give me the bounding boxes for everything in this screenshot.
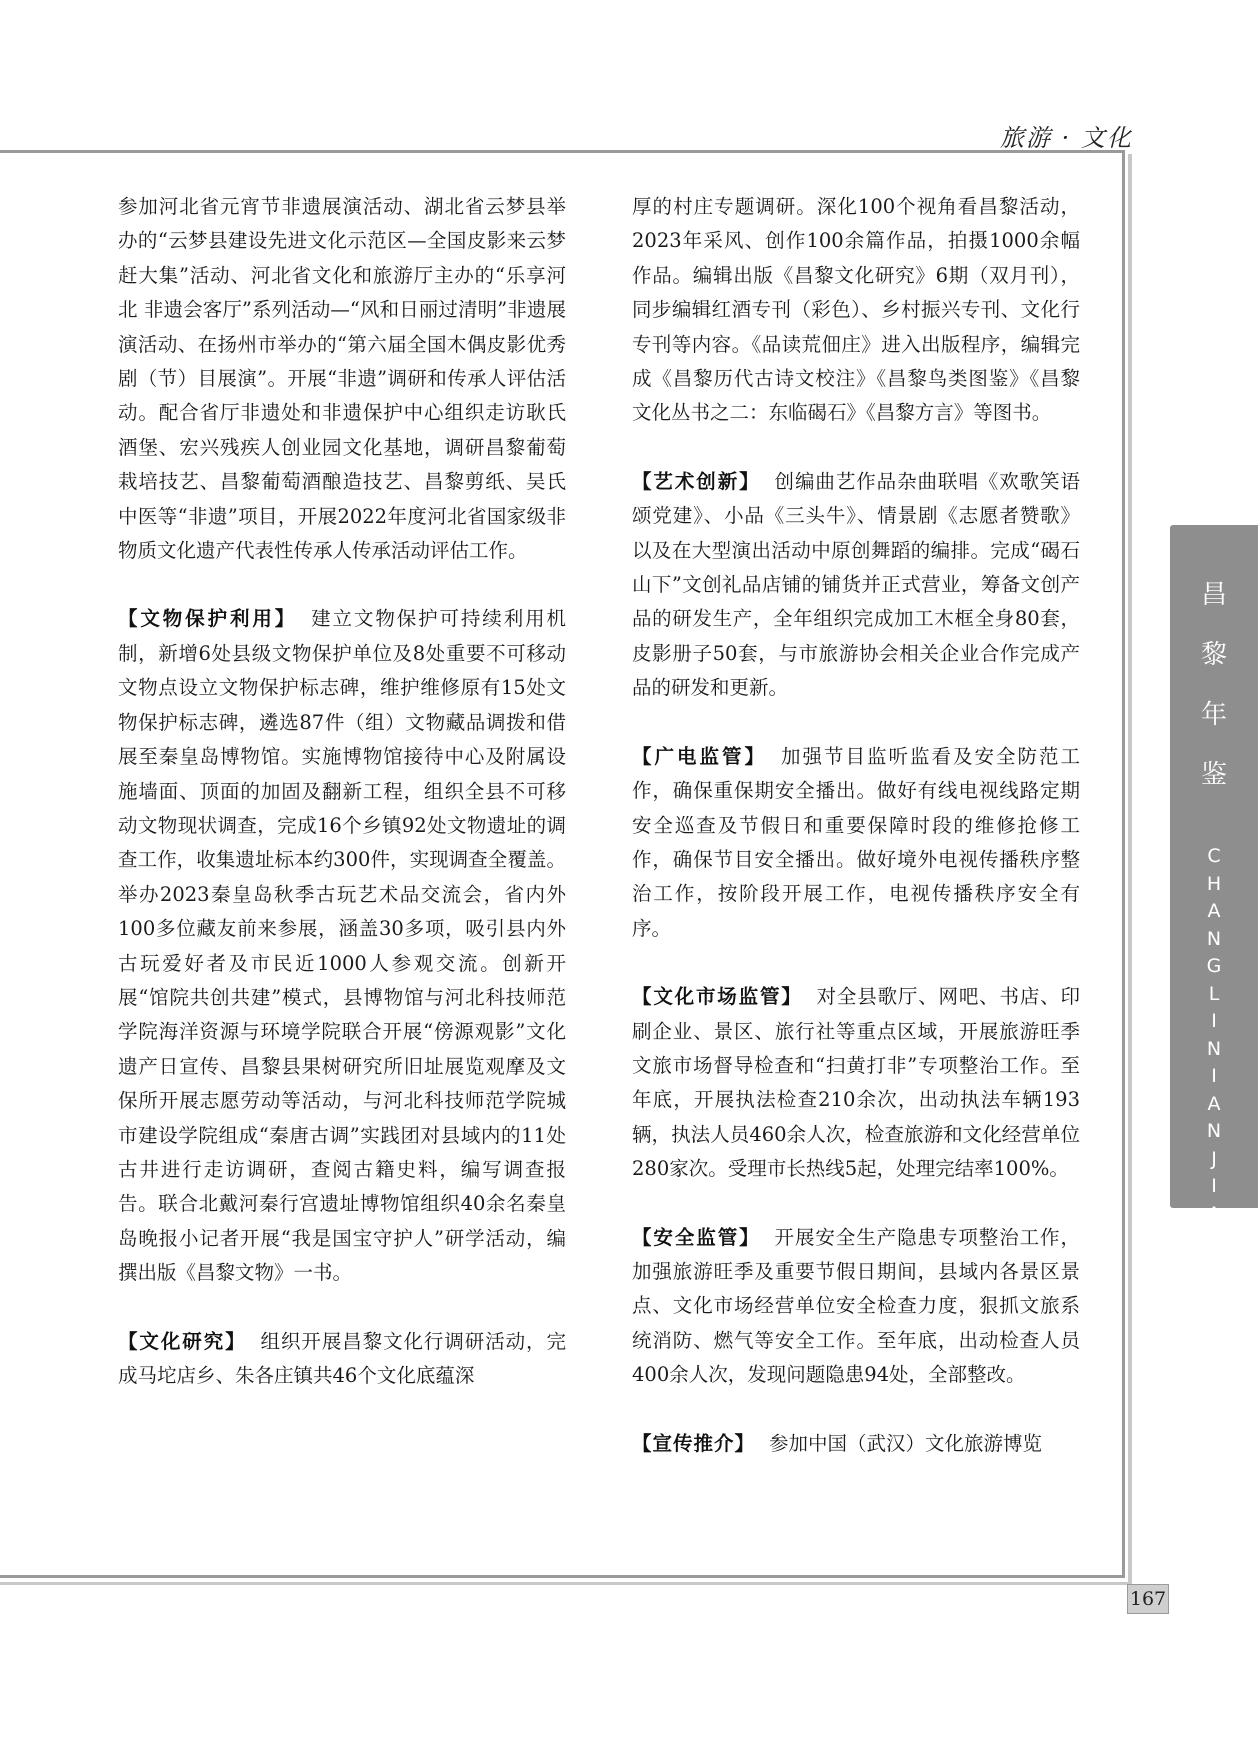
paragraph-tag: 【文化市场监管】 (632, 985, 803, 1009)
paragraph-art-innovation (632, 465, 1080, 706)
paragraph-tag: 【文化研究】 (118, 1329, 247, 1353)
paragraph-tag: 【广电监管】 (632, 744, 767, 768)
paragraph-tag: 【宣传推介】 (632, 1431, 756, 1455)
page-number: 167 (1127, 1584, 1169, 1614)
paragraph-text: 创编曲艺作品杂曲联唱《欢歌笑语颂党建》、小品《三头牛》、情景剧《志愿者赞歌》以及在大型演出活动中原创舞蹈的编排。完成“碣石山下”文创礼品店铺的铺货并正式营业，筹备文创产品的研发生产，全年组织完成加工木框全身80套，皮影册子50套，与市旅游协会相关企业合作完成产品的研发和更新。 (632, 469, 1080, 700)
paragraph-text: 对全县歌厅、网吧、书店、印刷企业、景区、旅行社等重点区域，开展旅游旺季文旅市场督导检查和“扫黄打非”专项整治工作。至年底，开展执法检查210余次，出动执法车辆193辆，执法人员460余人次，检查旅游和文化经营单位280家次。受理市长热线5起，处理完结率100%。 (632, 985, 1080, 1181)
paragraph-tag: 【艺术创新】 (632, 469, 761, 493)
paragraph-relic-protection (118, 602, 566, 1290)
paragraph-culture-research-cont (632, 190, 1080, 431)
paragraph-tag: 【文物保护利用】 (118, 607, 298, 631)
left-column (118, 190, 566, 1393)
paragraph-broadcast-supervision (632, 740, 1080, 946)
frame-shadow (1128, 154, 1132, 1584)
paragraph-text: 加强节目监听监看及安全防范工作，确保重保期安全播出。做好有线电视线路定期安全巡查及节假日和重要保障时段的维修抢修工作，确保节目安全播出。做好境外电视传播秩序整治工作，按阶段开展工作，电视传播秩序安全有序。 (632, 744, 1080, 940)
paragraph-publicity (632, 1427, 1080, 1461)
paragraph-text: 组织开展昌黎文化行调研活动，完成马坨店乡、朱各庄镇共46个文化底蕴深 (118, 1329, 566, 1387)
paragraph-safety-supervision (632, 1221, 1080, 1393)
paragraph-text: 参加中国（武汉）文化旅游博览 (769, 1431, 1043, 1455)
yearbook-side-tab (1170, 525, 1258, 1252)
paragraph-text: 参加河北省元宵节非遗展演活动、湖北省云梦县举办的“云梦县建设先进文化示范区—全国皮影来云梦赶大集”活动、河北省文化和旅游厅主办的“乐享河北 非遗会客厅”系列活动—“风和日丽过清明”非遗展演活动、在扬州市举办的“第六届全国木偶皮影优秀剧（节）目展演”。开展“非遗”调研和传承人评估活动。配合省厅非遗处和非遗保护中心组织走访耿氏酒堡、宏兴残疾人创业园文化基地，调研昌黎葡萄栽培技艺、昌黎葡萄酒酿造技艺、昌黎剪纸、吴氏中医等“非遗”项目，开展2022年度河北省国家级非物质文化遗产代表性传承人传承活动评估工作。 (118, 195, 566, 563)
paragraph-text: 建立文物保护可持续利用机制，新增6处县级文物保护单位及8处重要不可移动文物点设立文物保护标志碑，维护维修原有15处文物保护标志碑，遴选87件（组）文物藏品调拨和借展至秦皇岛博物馆。实施博物馆接待中心及附属设施墙面、顶面的加固及翻新工程，组织全县不可移动文物现状调查，完成16个乡镇92处文物遗址的调查工作，收集遗址标本约300件，实现调查全覆盖。举办2023秦皇岛秋季古玩艺术品交流会，省内外100多位藏友前来参展，涵盖30多项，吸引县内外古玩爱好者及市民近1000人参观交流。创新开展“馆院共创共建”模式，县博物馆与河北科技师范学院海洋资源与环境学院联合开展“傍源观影”文化遗产日宣传、昌黎县果树研究所旧址展览观摩及文保所开展志愿劳动等活动，与河北科技师范学院城市建设学院组成“秦唐古调”实践团对县域内的11处古井进行走访调研，查阅古籍史料，编写调查报告。联合北戴河秦行宫遗址博物馆组织40余名秦皇岛晚报小记者开展“我是国宝守护人”研学活动，编撰出版《昌黎文物》一书。 (118, 607, 566, 1285)
paragraph-market-supervision (632, 980, 1080, 1186)
section-title: 旅游 · 文化 (1000, 124, 1133, 152)
paragraph-intangible-heritage (118, 190, 566, 568)
paragraph-text: 厚的村庄专题调研。深化100个视角看昌黎活动，2023年采风、创作100余篇作品，拍摄1000余幅作品。编辑出版《昌黎文化研究》6期（双月刊），同步编辑红酒专刊（彩色）、乡村振兴专刊、文化行专刊等内容。《品读荒佃庄》进入出版程序，编辑完成《昌黎历代古诗文校注》《昌黎鸟类图鉴》《昌黎文化丛书之二：东临碣石》《昌黎方言》等图书。 (632, 195, 1080, 425)
paragraph-tag: 【安全监管】 (632, 1225, 761, 1249)
side-tab-title-cn: 昌 黎 年 鉴 (1200, 580, 1227, 790)
paragraph-culture-research (118, 1325, 566, 1394)
paragraph-text: 开展安全生产隐患专项整治工作，加强旅游旺季及重要节假日期间，县域内各景区景点、文化市场经营单位安全检查力度，狠抓文旅系统消防、燃气等安全工作。至年底，出动检查人员400余人次，发现问题隐患94处，全部整改。 (632, 1225, 1080, 1387)
side-tab-title-en: C H A N G L I N I A N J I A N (1206, 845, 1222, 1252)
right-column (632, 190, 1080, 1461)
